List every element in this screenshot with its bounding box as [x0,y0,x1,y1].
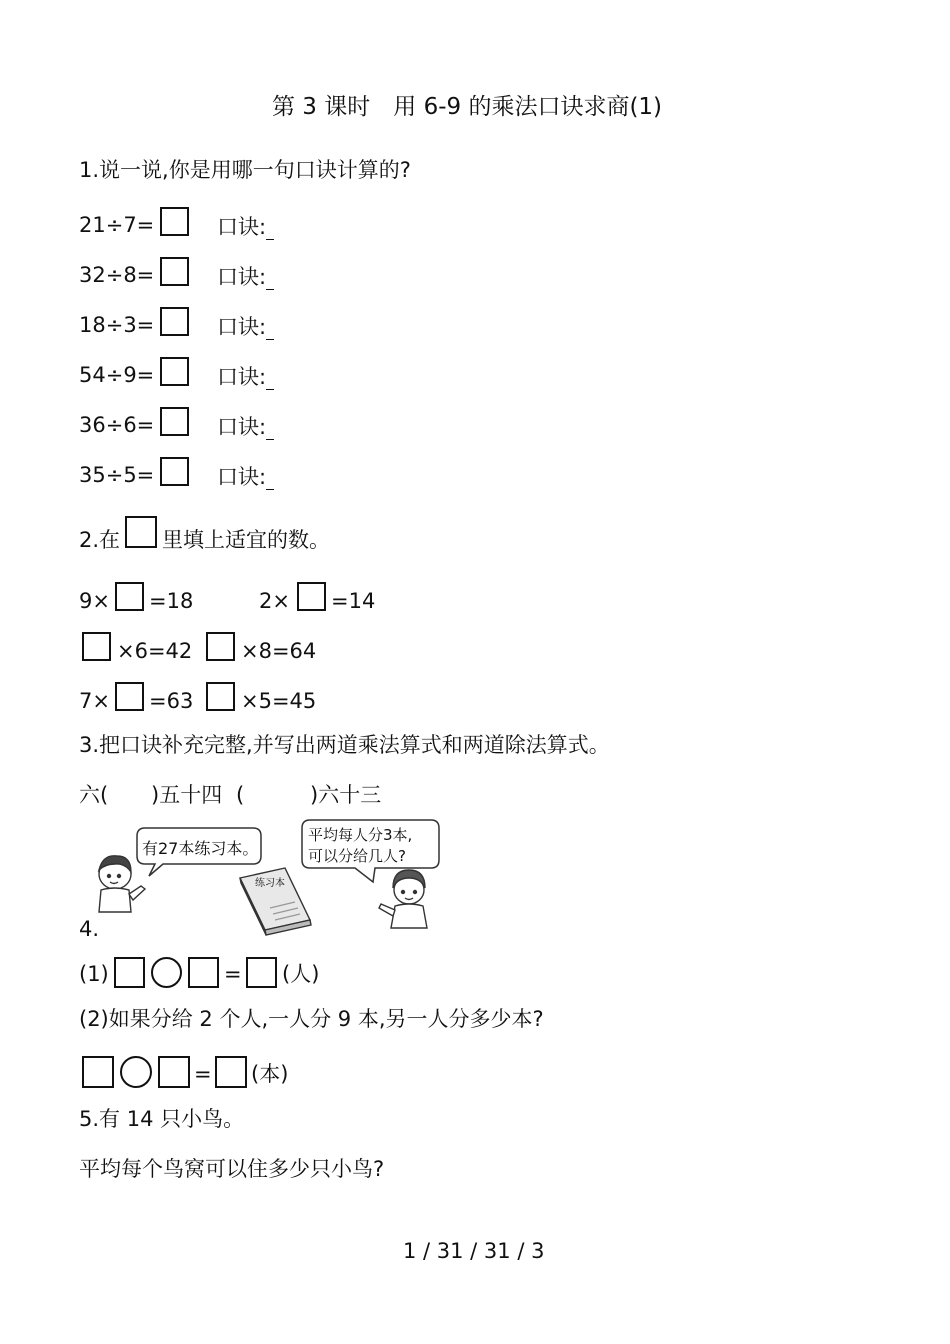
answer-blank[interactable] [266,221,274,240]
girl-icon [379,870,427,928]
book-icon [240,868,311,935]
bubble-right-line2: 可以分给几人? [308,847,406,865]
q1-expression: 36÷6= [79,413,155,437]
q1-expression: 54÷9= [79,363,155,387]
q3-prompt: 3.把口诀补充完整,并写出两道乘法算式和两道除法算式。 [79,733,610,757]
answer-blank[interactable] [266,471,274,490]
equals-sign: = [194,1062,212,1086]
q2-equation-part: 7× [79,689,110,713]
answer-box[interactable] [82,1056,114,1088]
unit-label: (本) [251,1062,289,1086]
q4-illustration [85,816,455,940]
answer-blank[interactable] [248,782,306,808]
q2-equation-part: ×5=45 [241,689,317,713]
q2-equation-part: 9× [79,589,110,613]
q2-prompt-start: 2.在 [79,528,121,552]
answer-box[interactable] [115,582,144,611]
book-label: 练习本 [255,878,285,889]
bubble-right-line1: 平均每人分3本, [308,826,413,844]
page-footer: 1 / 31 / 31 / 3 [403,1239,545,1263]
answer-box[interactable] [160,407,189,436]
answer-blank[interactable] [266,371,274,390]
answer-box[interactable] [206,682,235,711]
bubble-left-text: 有27本练习本。 [142,839,259,858]
answer-box[interactable] [160,307,189,336]
q2-equation-part: =63 [149,689,194,713]
speech-bubble-left [137,828,261,876]
q5-question: 平均每个鸟窝可以住多少只小鸟? [79,1157,385,1181]
answer-blank[interactable] [266,271,274,290]
q3-mnemonic-part: ( [236,783,245,807]
answer-box[interactable] [246,957,277,988]
answer-blank[interactable] [266,421,274,440]
q3-mnemonic-part: )五十四 [151,783,223,807]
answer-box[interactable] [206,632,235,661]
q5-prompt: 5.有 14 只小鸟。 [79,1107,245,1131]
q1-mnemonic-label: 口诀: [217,214,274,240]
answer-box[interactable] [160,207,189,236]
q1-expression: 18÷3= [79,313,155,337]
page-title: 第 3 课时 用 6-9 的乘法口诀求商(1) [272,94,663,120]
answer-blank[interactable] [266,321,274,340]
q1-mnemonic-label: 口诀: [217,264,274,290]
operator-circle[interactable] [120,1056,152,1088]
q1-mnemonic-label: 口诀: [217,464,274,490]
answer-box[interactable] [188,957,219,988]
q1-mnemonic-label: 口诀: [217,314,274,340]
operator-circle[interactable] [151,957,182,988]
q1-mnemonic-label: 口诀: [217,364,274,390]
q2-equation-part: =18 [149,589,194,613]
answer-box[interactable] [160,257,189,286]
q1-expression: 35÷5= [79,463,155,487]
q1-expression: 32÷8= [79,263,155,287]
answer-box[interactable] [297,582,326,611]
answer-box[interactable] [160,357,189,386]
q3-mnemonic-part: )六十三 [310,783,382,807]
answer-box[interactable] [158,1056,190,1088]
answer-box[interactable] [115,682,144,711]
answer-box[interactable] [160,457,189,486]
q4-number: 4. [79,917,100,941]
answer-box[interactable] [82,632,111,661]
answer-box[interactable] [114,957,145,988]
answer-box[interactable] [215,1056,247,1088]
q2-equation-part: 2× [259,589,290,613]
answer-blank[interactable] [110,782,150,808]
q1-mnemonic-label: 口诀: [217,414,274,440]
equals-sign: = [224,962,242,986]
q4-part1-label: (1) [79,962,109,986]
sample-box-icon [125,516,157,548]
unit-label: (人) [282,962,320,986]
q1-prompt: 1.说一说,你是用哪一句口诀计算的? [79,158,411,182]
q2-equation-part: ×6=42 [117,639,193,663]
q2-prompt-end: 里填上适宜的数。 [162,528,330,552]
q1-expression: 21÷7= [79,213,155,237]
q3-mnemonic-part: 六( [79,783,109,807]
q4-part2-prompt: (2)如果分给 2 个人,一人分 9 本,另一人分多少本? [79,1007,544,1031]
q2-equation-part: ×8=64 [241,639,317,663]
boy-icon [99,856,145,912]
q2-equation-part: =14 [331,589,376,613]
